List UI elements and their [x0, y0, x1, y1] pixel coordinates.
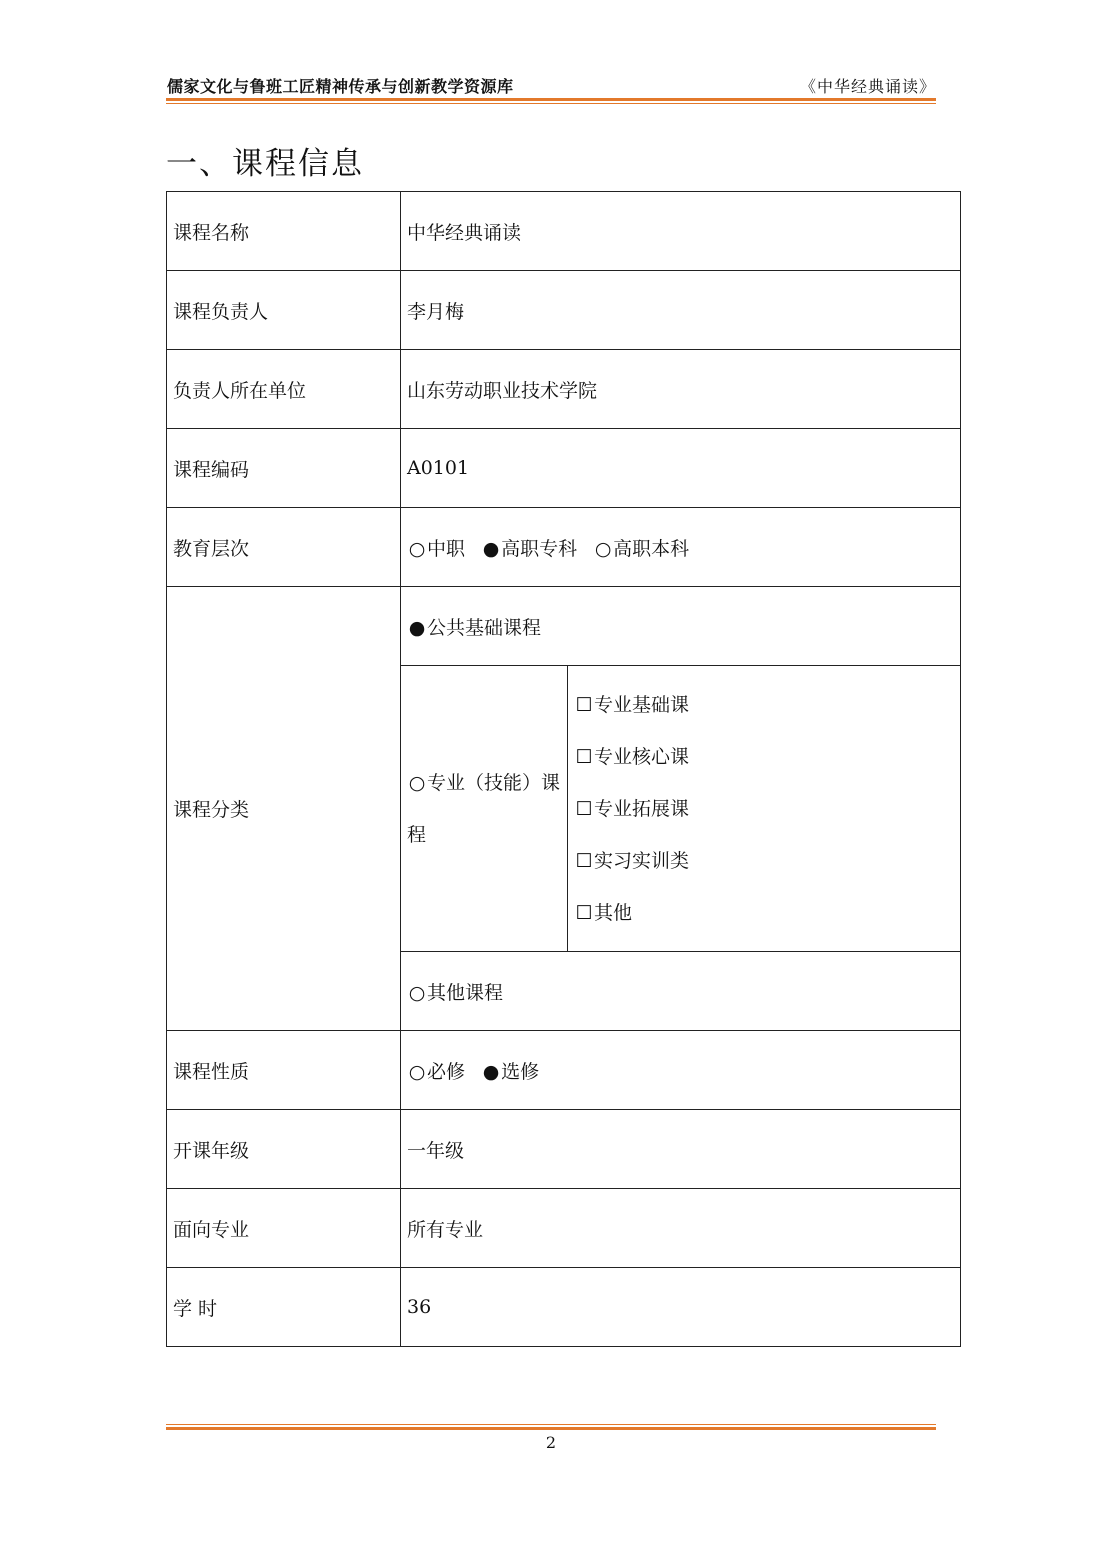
radio-empty-icon: ○ — [594, 537, 612, 560]
value-grade: 一年级 — [401, 1110, 961, 1189]
level-option-vocational-bachelor: ○高职本科 — [594, 537, 690, 560]
checkbox-empty-icon: ☐ — [575, 797, 593, 820]
label-education-level: 教育层次 — [167, 508, 401, 587]
value-leader-unit: 山东劳动职业技术学院 — [401, 350, 961, 429]
label-major: 面向专业 — [167, 1189, 401, 1268]
table-row-leader-unit — [167, 350, 961, 429]
nature-option-elective: ●选修 — [482, 1060, 540, 1083]
footer-rule-thin — [166, 1424, 936, 1425]
header-title: 儒家文化与鲁班工匠精神传承与创新教学资源库 — [167, 77, 514, 96]
checkbox-empty-icon: ☐ — [575, 849, 593, 872]
list-item: ☐专业核心课 — [574, 731, 954, 783]
header-rule-thick — [166, 98, 936, 101]
category-professional: ○专业（技能）课程 — [401, 666, 568, 952]
footer-rule-thick — [166, 1427, 936, 1430]
table-row-course-leader — [167, 271, 961, 350]
header-rule-thin — [166, 103, 936, 104]
list-item: ☐专业拓展课 — [574, 783, 954, 835]
value-major: 所有专业 — [401, 1189, 961, 1268]
page-number: 2 — [545, 1433, 557, 1452]
radio-empty-icon: ○ — [408, 771, 426, 794]
label-leader-unit: 负责人所在单位 — [167, 350, 401, 429]
table-row-hours — [167, 1268, 961, 1347]
category-public-basic: ●公共基础课程 — [401, 587, 961, 666]
level-option-secondary: ○中职 — [408, 537, 466, 560]
value-hours: 36 — [401, 1268, 961, 1347]
radio-empty-icon: ○ — [408, 537, 426, 560]
section-title: 一、课程信息 — [166, 146, 364, 182]
value-education-level — [401, 508, 961, 587]
header-book-title: 《中华经典诵读》 — [799, 77, 936, 96]
nature-option-required: ○必修 — [408, 1060, 466, 1083]
table-row-course-code — [167, 429, 961, 508]
table-row-education-level — [167, 508, 961, 587]
label-course-nature: 课程性质 — [167, 1031, 401, 1110]
table-row-category-public — [167, 587, 961, 666]
label-course-code: 课程编码 — [167, 429, 401, 508]
radio-filled-icon: ● — [482, 1060, 500, 1083]
course-info-table — [166, 191, 961, 1347]
checkbox-empty-icon: ☐ — [575, 745, 593, 768]
value-course-code: A0101 — [401, 429, 961, 508]
table-row-major — [167, 1189, 961, 1268]
table-row-course-name — [167, 192, 961, 271]
table-row-grade — [167, 1110, 961, 1189]
label-course-category: 课程分类 — [167, 587, 401, 1031]
list-item: ☐实习实训类 — [574, 835, 954, 887]
radio-empty-icon: ○ — [408, 1060, 426, 1083]
label-hours: 学 时 — [167, 1268, 401, 1347]
level-option-higher-vocational: ●高职专科 — [482, 537, 578, 560]
list-item: ☐其他 — [574, 887, 954, 939]
label-course-name: 课程名称 — [167, 192, 401, 271]
list-item: ☐专业基础课 — [574, 679, 954, 731]
value-course-name: 中华经典诵读 — [401, 192, 961, 271]
label-course-leader: 课程负责人 — [167, 271, 401, 350]
value-course-leader: 李月梅 — [401, 271, 961, 350]
radio-filled-icon: ● — [408, 616, 426, 639]
radio-filled-icon: ● — [482, 537, 500, 560]
category-professional-sublist — [568, 666, 961, 952]
checkbox-empty-icon: ☐ — [575, 693, 593, 716]
checkbox-empty-icon: ☐ — [575, 901, 593, 924]
category-other: ○其他课程 — [401, 952, 961, 1031]
value-course-nature — [401, 1031, 961, 1110]
radio-empty-icon: ○ — [408, 981, 426, 1004]
table-row-course-nature — [167, 1031, 961, 1110]
label-grade: 开课年级 — [167, 1110, 401, 1189]
